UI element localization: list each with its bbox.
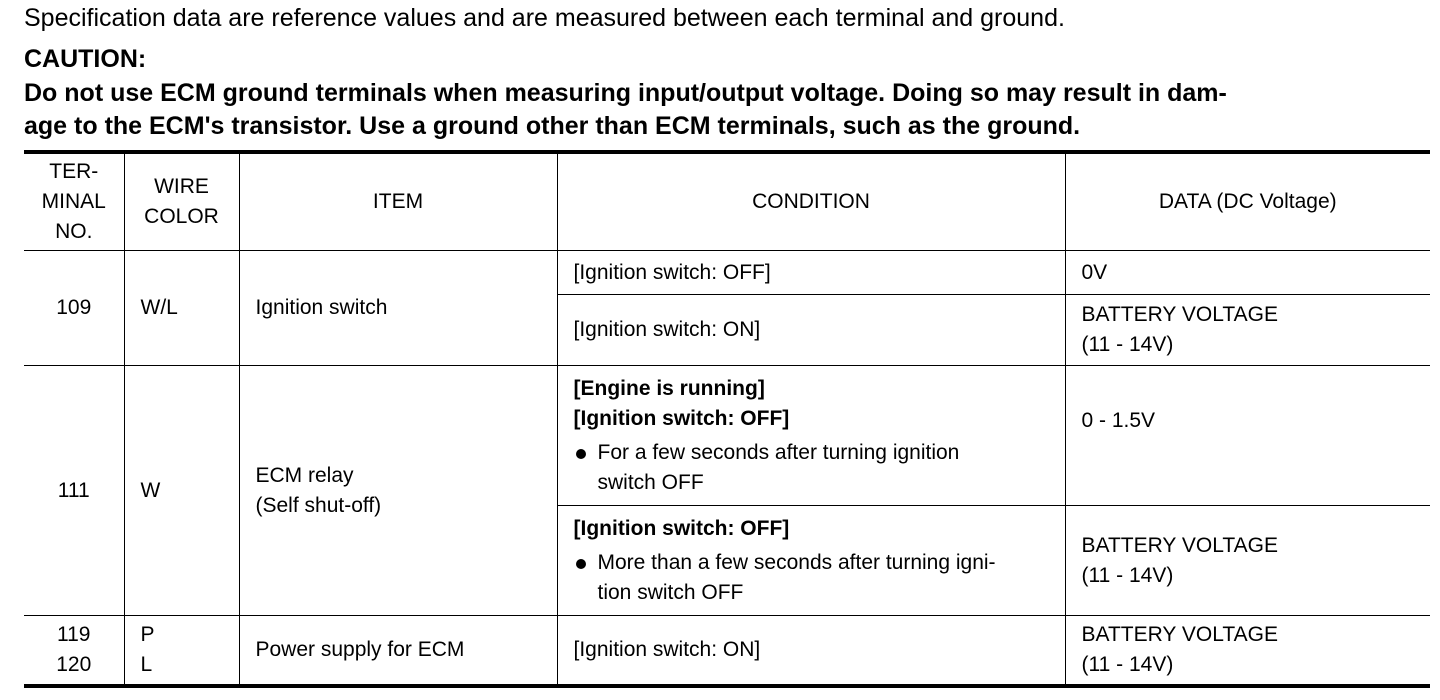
caution-title: CAUTION: — [24, 45, 147, 73]
caution-line-2: age to the ECM's transistor. Use a ground other than ECM terminals, such as the ground. — [24, 112, 1081, 140]
data-line-2: (11 - 14V) — [1081, 563, 1174, 587]
data-cell — [1065, 506, 1430, 616]
header-data: DATA (DC Voltage) — [1065, 152, 1430, 251]
header-wire-line-1: WIRE — [154, 175, 209, 198]
bullet-line-2: tion switch OFF — [597, 580, 744, 604]
condition-cell: [Ignition switch: ON] — [557, 295, 1065, 366]
terminal-line-1: 119 — [57, 622, 91, 646]
condition-line-1: [Engine is running] — [573, 376, 765, 400]
bullet-line-1: For a few seconds after turning ignition — [597, 440, 960, 464]
terminal-line-2: 120 — [56, 652, 92, 676]
header-terminal-line-2: MINAL — [41, 190, 106, 213]
wire-line-1: P — [140, 622, 155, 646]
wire-color-cell — [124, 616, 239, 686]
wire-color-cell: W/L — [124, 251, 239, 366]
bullet-icon — [576, 449, 586, 459]
header-wire-line-2: COLOR — [144, 205, 219, 228]
data-line-2: (11 - 14V) — [1081, 652, 1174, 676]
caution-line-1: Do not use ECM ground terminals when measuring input/output voltage. Doing so may result in dam- — [24, 79, 1227, 107]
table-row — [24, 251, 1430, 295]
header-terminal-no — [24, 152, 124, 251]
data-cell — [1065, 616, 1430, 686]
data-line-1: BATTERY VOLTAGE — [1081, 303, 1278, 326]
table-row — [24, 616, 1430, 686]
condition-bullet — [574, 438, 1049, 498]
terminal-cell — [24, 616, 124, 686]
data-line-2: (11 - 14V) — [1081, 333, 1174, 356]
bullet-line-1: More than a few seconds after turning igni- — [597, 550, 996, 574]
item-line-1: ECM relay — [255, 463, 354, 487]
header-terminal-line-3: NO. — [55, 220, 93, 243]
data-line-1: BATTERY VOLTAGE — [1081, 622, 1278, 646]
intro-text: Specification data are reference values and are measured between each terminal and ground. — [24, 4, 1065, 32]
header-wire-color — [124, 152, 239, 251]
data-cell: 0V — [1065, 251, 1430, 295]
data-cell: 0 - 1.5V — [1065, 366, 1430, 506]
table-header-row — [24, 152, 1430, 251]
header-item: ITEM — [239, 152, 557, 251]
terminal-cell: 109 — [24, 251, 124, 366]
condition-cell — [557, 506, 1065, 616]
condition-cell: [Ignition switch: OFF] — [557, 251, 1065, 295]
terminal-spec-table — [24, 150, 1430, 688]
wire-line-2: L — [140, 652, 153, 676]
item-cell: Power supply for ECM — [239, 616, 557, 686]
header-terminal-line-1: TER- — [49, 160, 99, 183]
caution-body — [24, 77, 1436, 143]
item-cell — [239, 366, 557, 616]
bullet-icon — [576, 559, 586, 569]
header-condition: CONDITION — [557, 152, 1065, 251]
condition-line-2: [Ignition switch: OFF] — [573, 406, 790, 430]
terminal-cell: 111 — [24, 366, 124, 616]
condition-cell — [557, 366, 1065, 506]
item-cell: Ignition switch — [239, 251, 557, 366]
bullet-text — [598, 548, 996, 608]
wire-color-cell: W — [124, 366, 239, 616]
bullet-line-2: switch OFF — [597, 470, 704, 494]
bullet-text — [598, 438, 960, 498]
data-cell — [1065, 295, 1430, 366]
data-line-1: BATTERY VOLTAGE — [1081, 533, 1278, 557]
condition-cell: [Ignition switch: ON] — [557, 616, 1065, 686]
table-row — [24, 366, 1430, 506]
condition-bullet — [574, 548, 1049, 608]
item-line-2: (Self shut-off) — [255, 493, 382, 517]
condition-line-1: [Ignition switch: OFF] — [573, 516, 790, 540]
